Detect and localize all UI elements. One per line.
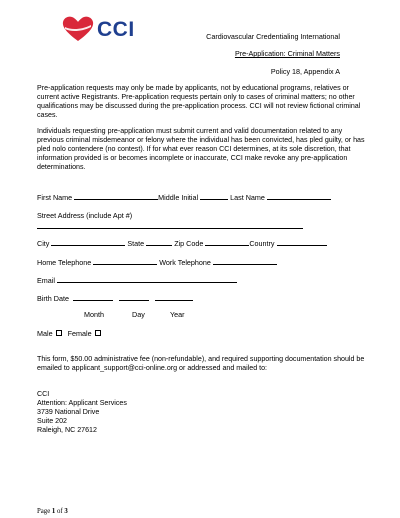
year-label: Year	[170, 310, 185, 319]
address-line: Raleigh, NC 27612	[37, 426, 97, 434]
female-label: Female	[67, 329, 92, 338]
female-checkbox[interactable]	[95, 330, 101, 336]
email-label: Email	[37, 276, 55, 285]
address-line: Suite 202	[37, 417, 67, 425]
telephone-row	[37, 257, 277, 267]
country-label: Country	[249, 239, 275, 248]
of-word: of	[57, 508, 63, 515]
state-field[interactable]	[146, 238, 172, 246]
work-telephone-field[interactable]	[213, 257, 277, 265]
page-number	[37, 508, 68, 515]
address-line: Attention: Applicant Services	[37, 399, 127, 407]
middle-initial-label: Middle Initial	[158, 193, 199, 202]
day-label: Day	[132, 310, 145, 319]
month-label: Month	[84, 310, 104, 319]
home-telephone-field[interactable]	[93, 257, 157, 265]
logo-text: CCI	[97, 18, 135, 41]
address-line: CCI	[37, 390, 50, 398]
birth-date-label: Birth Date	[37, 294, 69, 303]
city-label: City	[37, 239, 50, 248]
page-total: 3	[64, 508, 68, 515]
male-label: Male	[37, 329, 53, 338]
submission-instructions: This form, $50.00 administrative fee (non-refundable), and required supporting documentation should be emailed to applicant_support@cci-online.org or addressed and mailed to:	[37, 355, 365, 372]
first-name-field[interactable]	[74, 192, 158, 200]
address-line: 3739 National Drive	[37, 408, 100, 416]
organization-name: Cardiovascular Credentialing International	[206, 32, 340, 41]
zip-field[interactable]	[205, 238, 249, 246]
zip-label: Zip Code	[174, 239, 204, 248]
page-current: 1	[51, 508, 56, 515]
street-address-field[interactable]	[37, 228, 303, 229]
intro-paragraph-2: Individuals requesting pre-application must submit current and valid documentation related to any previous criminal misdemeanor or felony where the individual has been convicted, has pled guilty, or has pled nolo contendere (no contest). If for what ever reason CCI determines, at its sole discretion, that information provided is or becomes incomplete or inaccurate, CCI make revoke any pre-application determinations.	[37, 127, 365, 171]
mailing-address	[37, 390, 367, 435]
birth-month-field[interactable]	[73, 293, 113, 301]
country-field[interactable]	[277, 238, 327, 246]
page-word: Page	[37, 508, 51, 515]
home-telephone-label: Home Telephone	[37, 258, 92, 267]
email-field[interactable]	[57, 275, 237, 283]
birth-day-field[interactable]	[119, 293, 149, 301]
birth-date-row	[37, 293, 193, 303]
male-checkbox[interactable]	[56, 330, 62, 336]
heart-icon	[61, 15, 97, 43]
cci-logo	[61, 15, 141, 43]
email-row	[37, 275, 237, 285]
birth-year-field[interactable]	[155, 293, 193, 301]
first-name-label: First Name	[37, 193, 73, 202]
intro-paragraph-1: Pre-application requests may only be made by applicants, not by educational programs, relatives or current active Registrants. Pre-application requests pertain only to cases of criminal matters; no other qualifications may be discussed during the pre-application process. CCI will not review fictional criminal cases.	[37, 84, 361, 119]
state-label: State	[127, 239, 145, 248]
last-name-label: Last Name	[230, 193, 265, 202]
work-telephone-label: Work Telephone	[159, 258, 211, 267]
name-row	[37, 192, 331, 202]
city-field[interactable]	[51, 238, 125, 246]
policy-reference: Policy 18, Appendix A	[270, 67, 340, 76]
document-subtitle: Pre-Application: Criminal Matters	[234, 49, 340, 58]
sex-row	[37, 329, 101, 338]
middle-initial-field[interactable]	[200, 192, 228, 200]
street-address-label: Street Address (include Apt #)	[37, 211, 133, 220]
city-row	[37, 238, 327, 248]
last-name-field[interactable]	[267, 192, 331, 200]
